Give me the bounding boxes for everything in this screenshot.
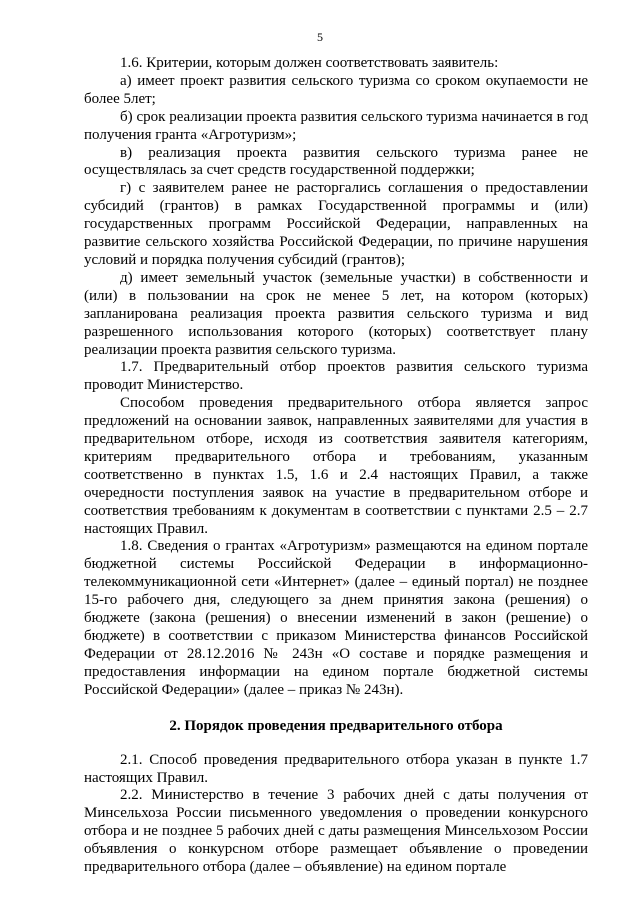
paragraph-1-6-g: г) с заявителем ранее не расторгались соглашения о предоставлении субсидий (грантов) в рамках Государственной программы и (или) государственных программ Российской Федерации, направленных на развитие сельского хозяйства Российской Федерации, по причине нарушения условий и порядка получения субсидий (грантов);	[84, 180, 588, 268]
paragraph-1-7-method: Способом проведения предварительного отбора является запрос предложений на основании заявок, направленных заявителями для участия в предварительном отборе, исходя из соответствия заявителя категориям, критериям предварительного отбора и требованиям, указанным соответственно в пунктах 1.5, 1.6 и 2.4 настоящих Правил, а также очередности поступления заявок на участие в предварительном отборе и соответствия требованиям к документам в соответствии с пунктами 2.5 – 2.7 настоящих Правил.	[84, 395, 588, 537]
page-number: 5	[317, 30, 323, 44]
section-heading: 2. Порядок проведения предварительного отбора	[169, 717, 503, 734]
paragraph-1-6-v: в) реализация проекта развития сельского туризма ранее не осуществлялась за счет средств государственной поддержки;	[84, 144, 588, 179]
paragraph-1-6-d: д) имеет земельный участок (земельные участки) в собственности и (или) в пользовании на срок не менее 5 лет, на котором (которых) запланирована реализация проекта развития сельского туризма и вид разрешенного использования которого (которых) соответствует плану реализации проекта развития сельского туризма.	[84, 269, 588, 358]
paragraph-1-6: 1.6. Критерии, которым должен соответствовать заявитель:	[120, 55, 499, 71]
paragraph-2-2: 2.2. Министерство в течение 3 рабочих дней с даты получения от Минсельхоза России письменного уведомления о проведении конкурсного отбора и не позднее 5 рабочих дней с даты размещения Минсельхозом России объявления о конкурсном отборе размещает объявление о проведении предварительного отбора (далее – объявление) на едином портале	[84, 787, 588, 876]
paragraph-1-6-a: а) имеет проект развития сельского туризма со сроком окупаемости не более 5лет;	[84, 72, 588, 107]
paragraph-1-8: 1.8. Сведения о грантах «Агротуризм» размещаются на едином портале бюджетной системы Российской Федерации в информационно-телекоммуникационной сети «Интернет» (далее – единый портал) не позднее 15-го рабочего дня, следующего за днем принятия закона (решения) о бюджете (закона (решения) о внесении изменений в закон (решение) о бюджете) в соответствии с приказом Министерства финансов Российской Федерации от 28.12.2016 № 243н «О составе и порядке размещения и предоставления информации на едином портале бюджетной системы Российской Федерации» (далее – приказ № 243н).	[84, 538, 588, 698]
paragraph-2-1: 2.1. Способ проведения предварительного отбора указан в пункте 1.7 настоящих Правил.	[84, 751, 588, 786]
paragraph-1-7: 1.7. Предварительный отбор проектов развития сельского туризма проводит Министерство.	[84, 359, 588, 394]
paragraph-1-6-b: б) срок реализации проекта развития сельского туризма начинается в год получения гранта «Агротуризм»;	[84, 108, 588, 143]
document-body	[84, 55, 588, 877]
